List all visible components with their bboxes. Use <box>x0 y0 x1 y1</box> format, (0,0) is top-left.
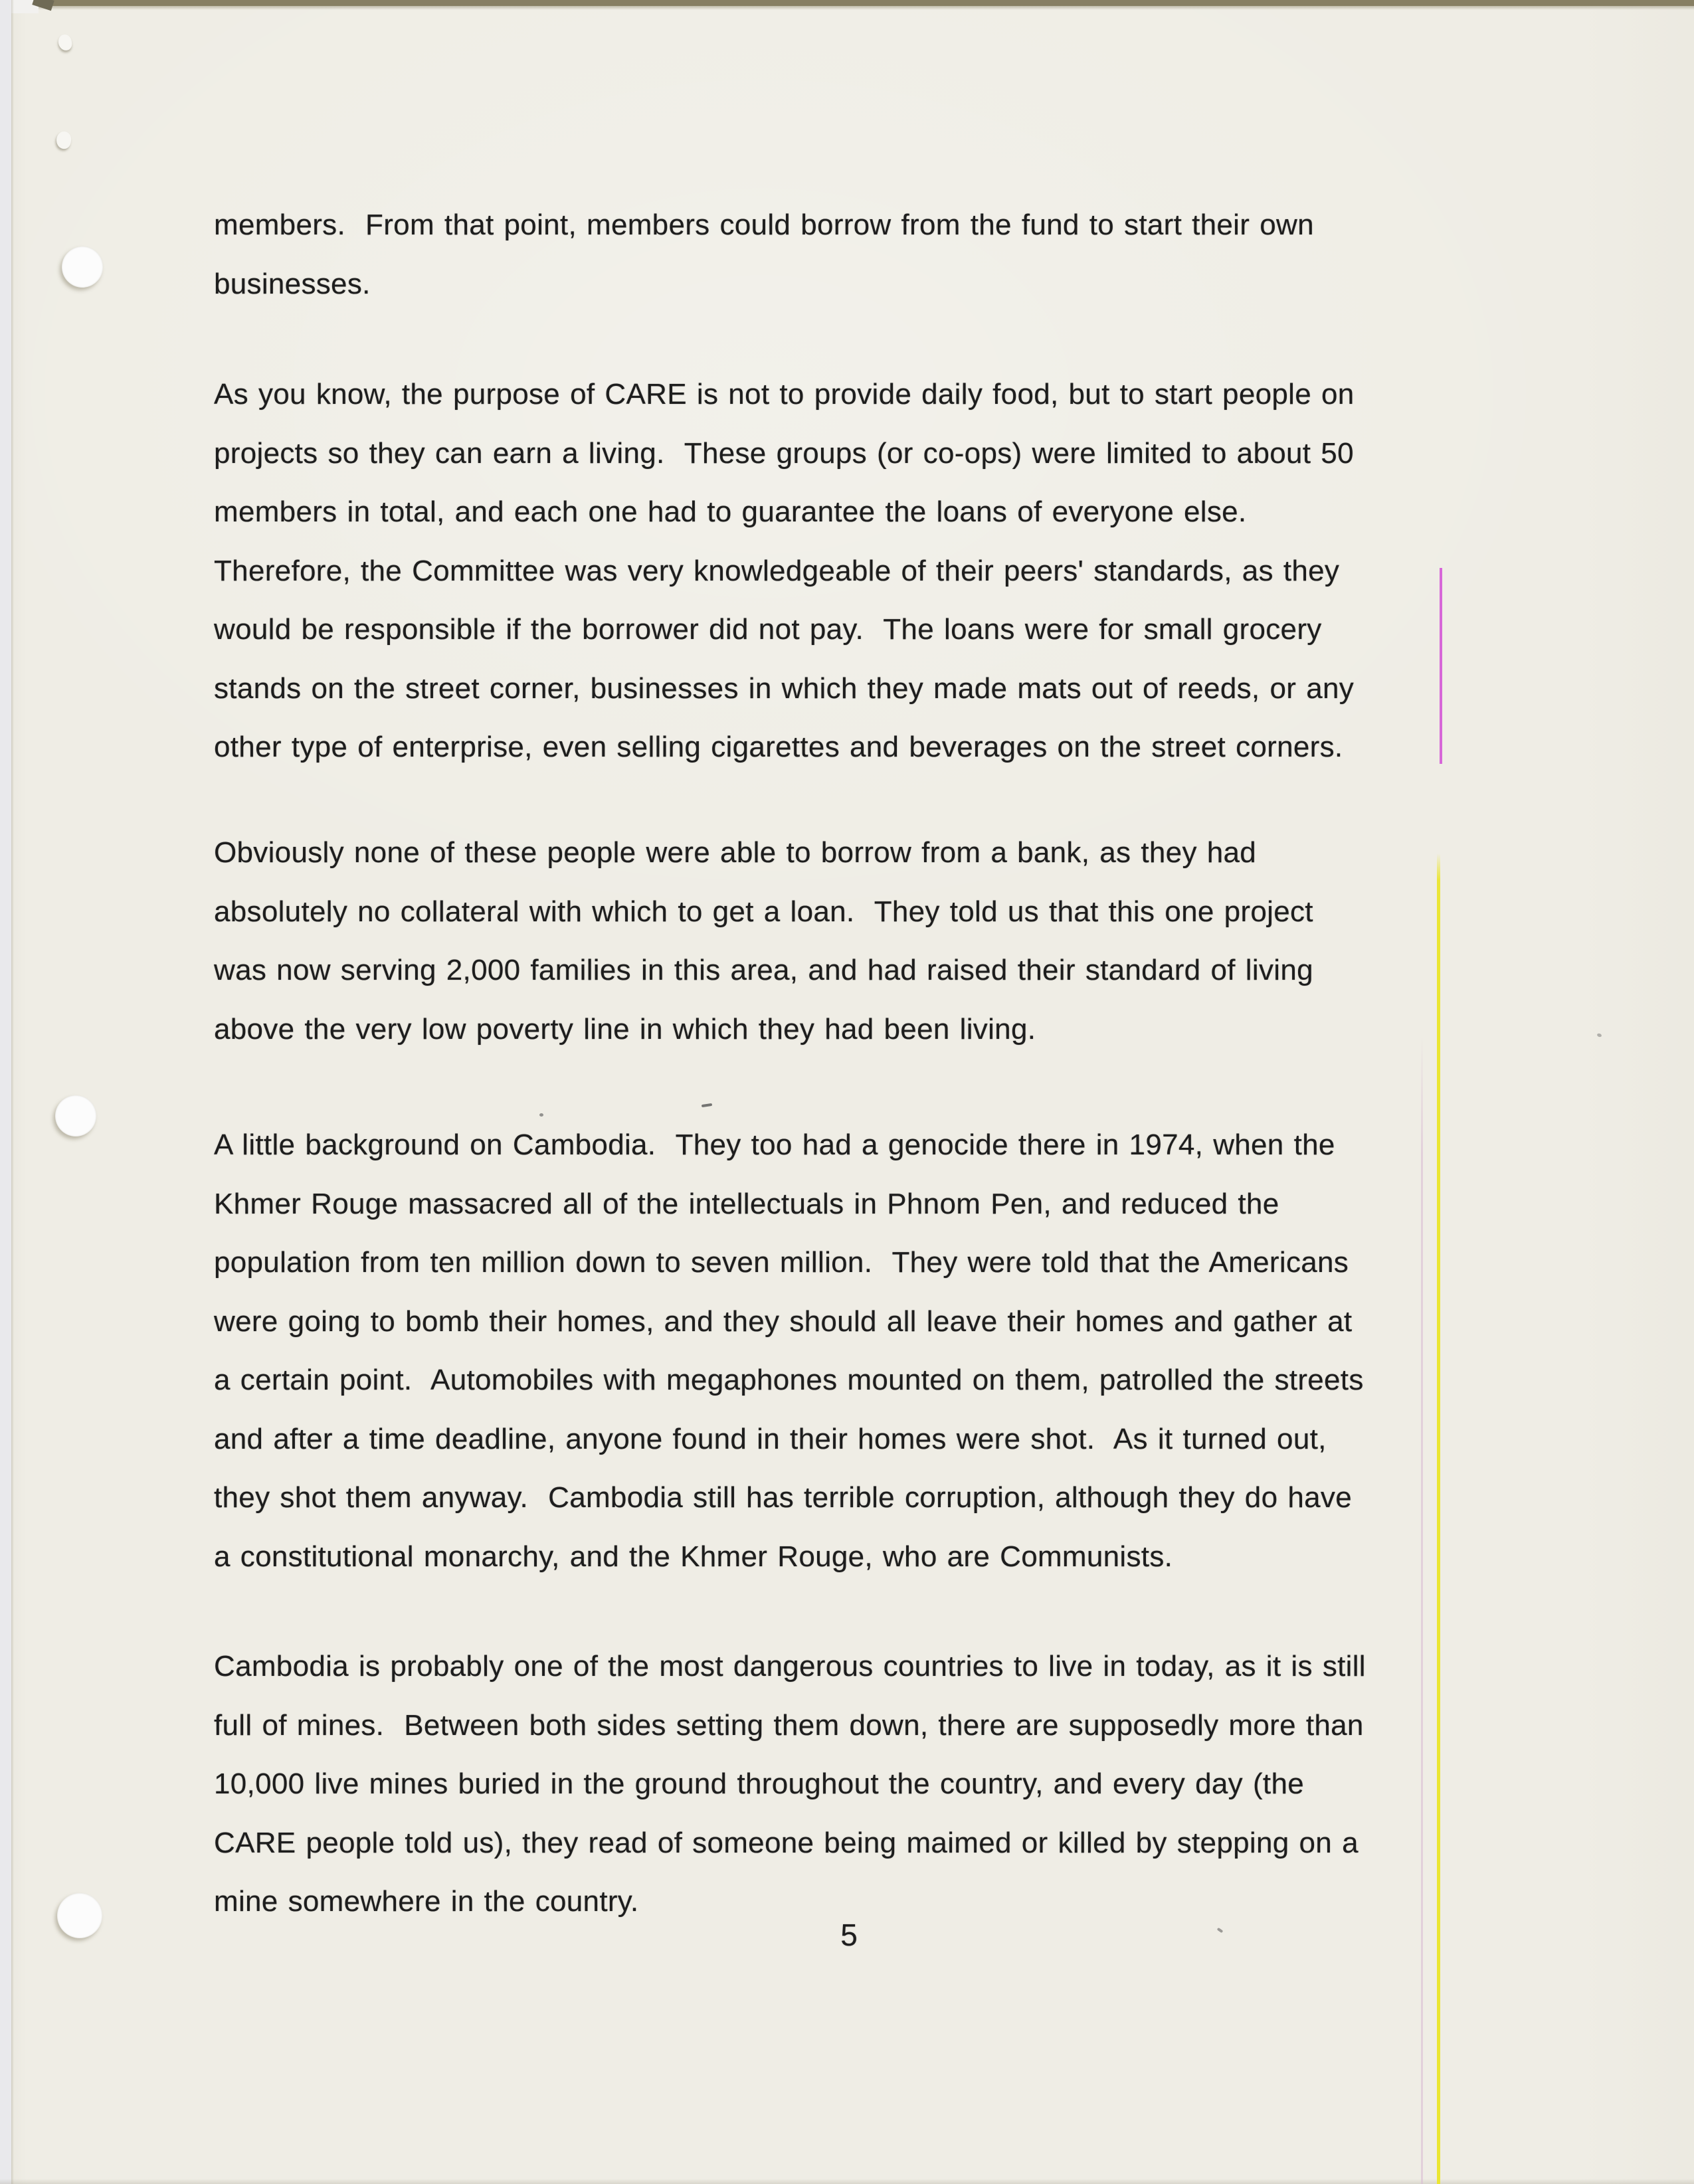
text-line: full of mines. Between both sides setting them down, there are supposedly more than <box>214 1708 1364 1742</box>
text-line: were going to bomb their homes, and they should all leave their homes and gather at <box>214 1305 1353 1338</box>
text-line: absolutely no collateral with which to get a loan. They told us that this one project <box>214 895 1313 928</box>
text-line: they shot them anyway. Cambodia still has terrible corruption, although they do have <box>214 1481 1352 1514</box>
text-line: CARE people told us), they read of someone being maimed or killed by stepping on a <box>214 1826 1359 1859</box>
text-line: Khmer Rouge massacred all of the intellectuals in Phnom Pen, and reduced the <box>214 1187 1279 1220</box>
text-line: Cambodia is probably one of the most dangerous countries to live in today, as it is still <box>214 1650 1366 1683</box>
ink-speck <box>539 1113 543 1117</box>
text-line: members in total, and each one had to guarantee the loans of everyone else. <box>214 496 1247 528</box>
paragraph-care-purpose <box>214 365 1543 777</box>
text-line: projects so they can earn a living. These groups (or co-ops) were limited to about 50 <box>214 436 1354 470</box>
text-line: mine somewhere in the country. <box>214 1885 639 1918</box>
text-line: Obviously none of these people were able to borrow from a bank, as they had <box>214 836 1257 869</box>
text-line: would be responsible if the borrower did not pay. The loans were for small grocery <box>214 613 1322 646</box>
text-line: population from ten million down to seven million. They were told that the Americans <box>214 1246 1349 1279</box>
paragraph-cambodia-mines <box>214 1637 1543 1932</box>
text-line: above the very low poverty line in which they had been living. <box>214 1012 1036 1046</box>
paragraph-cambodia-background <box>214 1116 1543 1586</box>
text-line: other type of enterprise, even selling cigarettes and beverages on the street corners. <box>214 731 1343 763</box>
text-line: As you know, the purpose of CARE is not to provide daily food, but to start people on <box>214 378 1355 410</box>
text-line: a certain point. Automobiles with megaphones mounted on them, patrolled the streets <box>214 1364 1364 1396</box>
text-line: Therefore, the Committee was very knowledgeable of their peers' standards, as they <box>214 554 1340 587</box>
text-line: members. From that point, members could borrow from the fund to start their own <box>214 209 1314 241</box>
paragraph-borrow-bank <box>214 824 1543 1059</box>
text-line: A little background on Cambodia. They too had a genocide there in 1974, when the <box>214 1129 1335 1161</box>
text-line: was now serving 2,000 families in this area, and had raised their standard of living <box>214 954 1313 986</box>
paragraph-members-fund <box>214 196 1543 314</box>
text-line: stands on the street corner, businesses in which they made mats out of reeds, or any <box>214 672 1355 705</box>
text-line: businesses. <box>214 267 371 300</box>
text-line: and after a time deadline, anyone found in their homes were shot. As it turned out, <box>214 1422 1327 1455</box>
page-number: 5 <box>840 1918 858 1952</box>
text-line: a constitutional monarchy, and the Khmer Rouge, who are Communists. <box>214 1540 1173 1573</box>
text-line: 10,000 live mines buried in the ground throughout the country, and every day (the <box>214 1768 1304 1800</box>
